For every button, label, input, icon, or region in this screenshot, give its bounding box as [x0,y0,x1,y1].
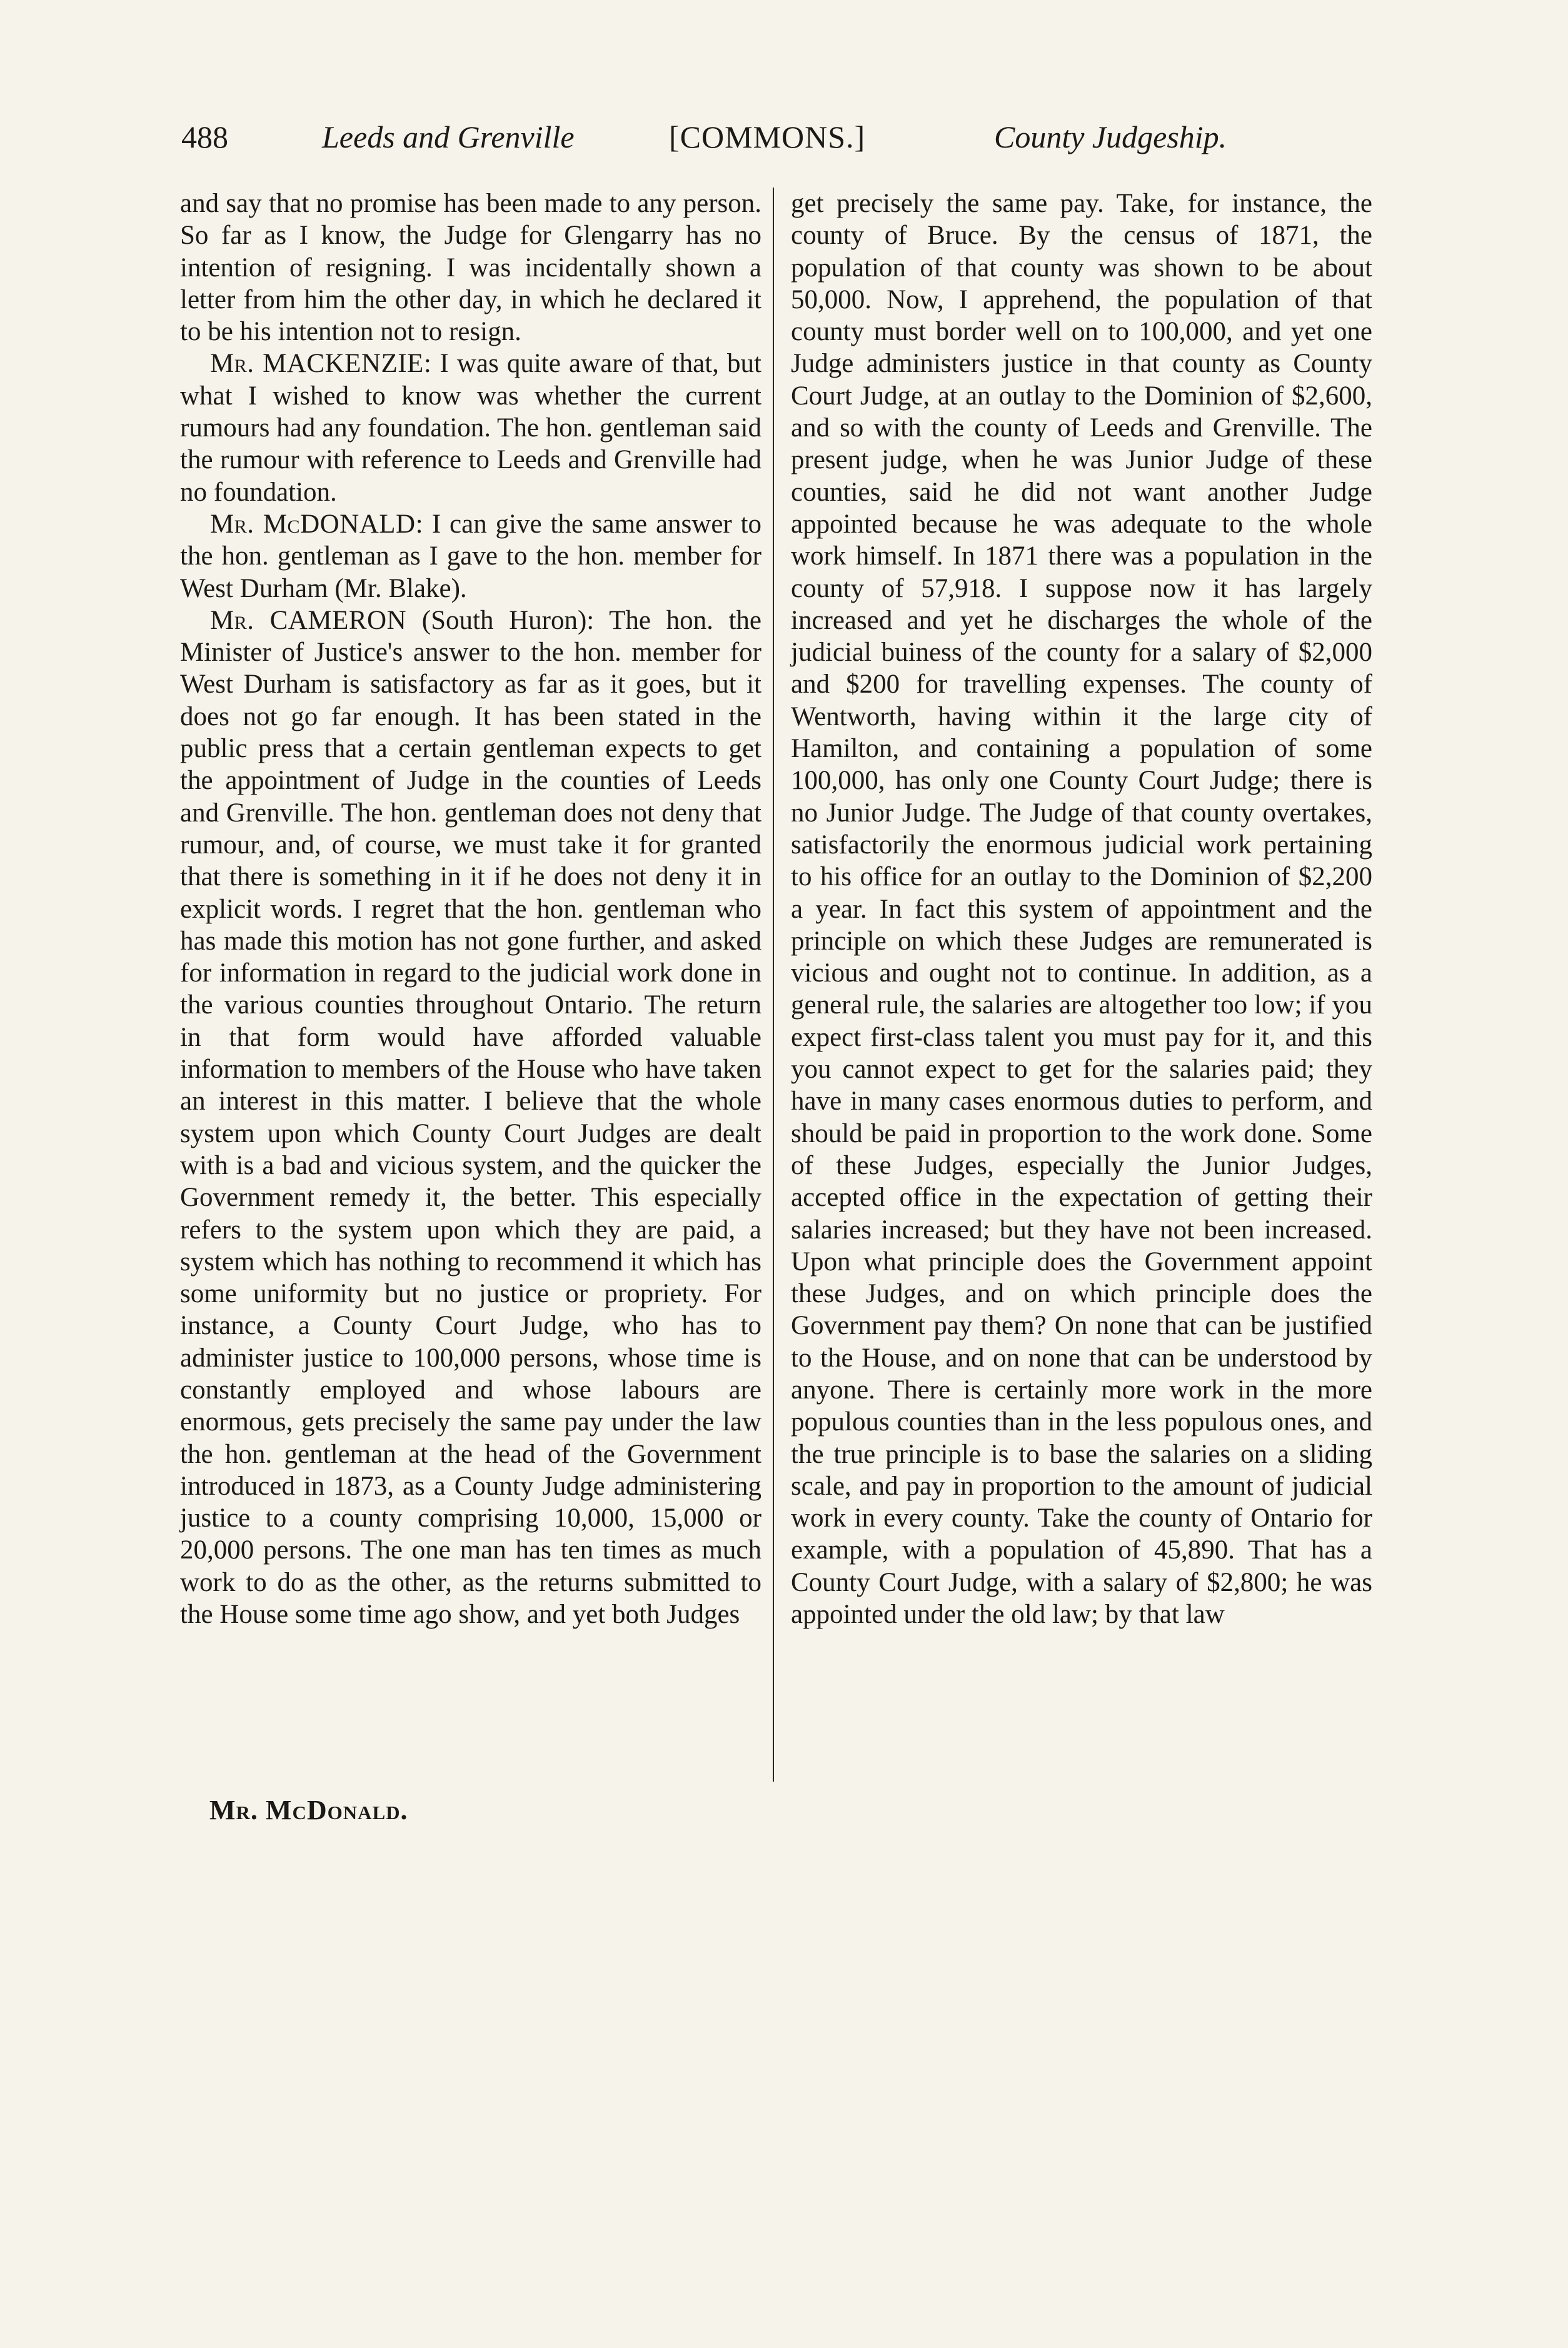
speech-text: I was quite aware of that, but what I wished to know was whether the current rumours had any foundation. The hon. gentleman said the rumour with reference to Leeds and Grenville had no foundation. [180,349,761,507]
running-title-right: County Judgeship. [994,119,1227,154]
speaker-name: Mr. McDONALD: [210,509,424,539]
page-header [181,119,1369,169]
left-column [180,188,761,1630]
speech-text: I can give the same answer to the hon. gentleman as I gave to the hon. member for West Durham (Mr. Blake). [180,509,762,603]
speaker-name: Mr. MACKENZIE: [210,349,432,379]
running-title-center: [COMMONS.] [669,119,866,154]
paragraph [180,508,761,605]
paragraph [180,605,761,1631]
running-title-left: Leeds and Grenville [322,119,575,154]
speaker-name: Mr. CAMERON [210,605,407,635]
page-number: 488 [181,119,228,154]
paragraph: and say that no promise has been made to any person. So far as I know, the Judge for Glengarry has no intention of resigning. I was incidentally shown a letter from him the other day, in which he declared it to be his intention not to resign. [180,189,761,347]
column-divider [773,188,774,1782]
speech-text: (South Huron): The hon. the Minister of Justice's answer to the hon. member for West Durham is satisfactory as far as it goes, but it does not go far enough. It has been stated in the public press that a certain gentleman expects to get the appointment of Judge in the counties of Leeds and Grenville. The hon. gentleman does not deny that rumour, and, of course, we must take it for granted that there is something in it if he does not deny it in explicit words. I regret that the hon. gentleman who has made this motion has not gone further, and asked for information in regard to the judicial work done in the various counties throughout Ontario. The return in that form would have afforded valuable information to members of the House who have taken an interest in this matter. I believe that the whole system upon which County Court Judges are dealt with is a bad and vicious system, and the quicker the Government remedy it, the better. This especially refers to the system upon which they are paid, a system which has nothing to recommend it which has some uniformity but no justice or propriety. For instance, a County Court Judge, who has to administer justice to 100,000 persons, whose time is constantly employed and whose labours are enormous, gets precisely the same pay under the law the hon. gentleman at the head of the Government introduced in 1873, as a County Judge administering justice to a county comprising 10,000, 15,000 or 20,000 persons. The one man has ten times as much work to do as the other, as the returns submitted to the House some time ago show, and yet both Judges [180,605,762,1630]
paragraph [180,348,761,508]
footer-speaker-tag: Mr. McDonald. [209,1795,408,1825]
right-column [791,188,1372,1630]
paragraph: get precisely the same pay. Take, for instance, the county of Bruce. By the census of 1871, the population of that county was shown to be about 50,000. Now, I apprehend, the population of that county must border well on to 100,000, and yet one Judge administers justice in that county as County Court Judge, at an outlay to the Dominion of $2,600, and so with the county of Leeds and Grenville. The present judge, when he was Junior Judge of these counties, said he did not want another Judge appointed because he was adequate to the whole work himself. In 1871 there was a population in the county of 57,918. I suppose now it has largely increased and yet he discharges the whole of the judicial buiness of the county for a salary of $2,000 and $200 for travelling expenses. The county of Wentworth, having within it the large city of Hamilton, and containing a population of some 100,000, has only one County Court Judge; there is no Junior Judge. The Judge of that county overtakes, satisfactorily the enormous judicial work pertaining to his office for an outlay to the Dominion of $2,200 a year. In fact this system of appointment and the principle on which these Judges are remunerated is vicious and ought not to continue. In addition, as a general rule, the salaries are altogether too low; if you expect first-class talent you must pay for it, and this you cannot expect to get for the salaries paid; they have in many cases enormous duties to perform, and should be paid in proportion to the work done. Some of these Judges, especially the Junior Judges, accepted office in the expectation of getting their salaries increased; but they have not been increased. Upon what principle does the Government appoint these Judges, and on which principle does the Government pay them? On none that can be justified to the House, and on none that can be understood by anyone. There is certainly more work in the more populous counties than in the less populous ones, and the true principle is to base the salaries on a sliding scale, and pay in proportion to the amount of judicial work in every county. Take the county of Ontario for example, with a population of 45,890. That has a County Court Judge, with a salary of $2,800; he was appointed under the old law; by that law [791,189,1372,1630]
